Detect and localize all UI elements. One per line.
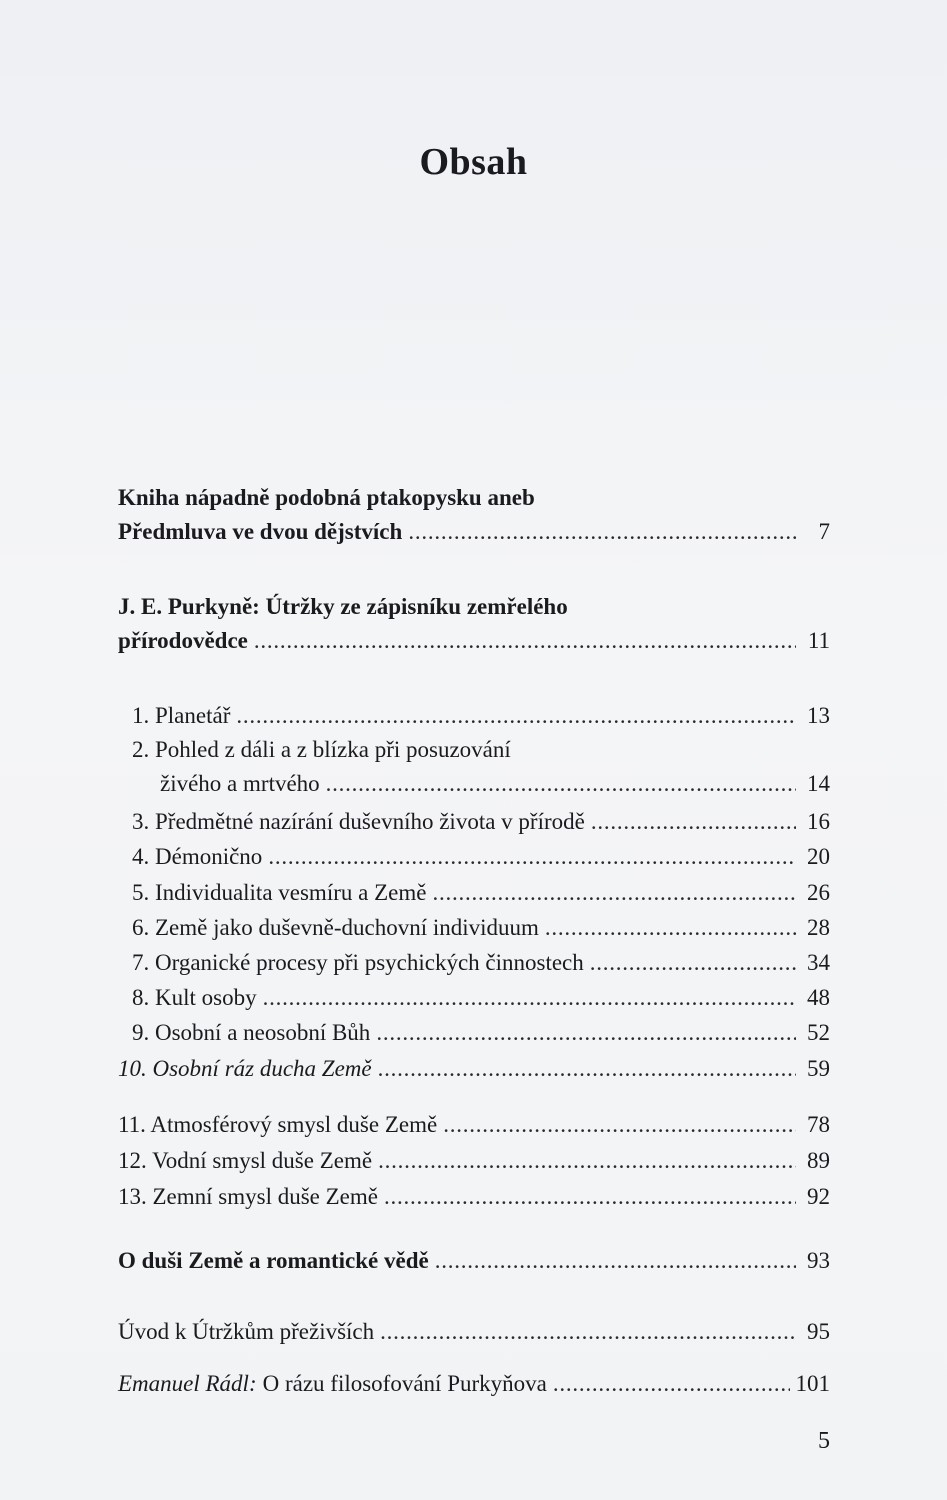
leader-dots <box>553 1367 790 1401</box>
toc-entry-page: 16 <box>807 809 830 834</box>
toc-entry-title-line: Úvod k Útržkům přeživších <box>118 1319 375 1344</box>
toc-entry-page: 26 <box>807 880 830 905</box>
toc-entry-title-line: živého a mrtvého <box>160 771 320 796</box>
leader-dots <box>326 767 796 801</box>
toc-entry-title-line: 4. Démonično <box>132 844 263 869</box>
toc-entry-title-line: přírodovědce <box>118 628 248 653</box>
leader-dots <box>443 1108 796 1142</box>
toc-entry-title-line: 13. Zemní smysl duše Země <box>118 1184 378 1209</box>
toc-entry-page: 95 <box>807 1319 830 1344</box>
toc-entry <box>118 1016 830 1050</box>
toc-entry-page: 92 <box>807 1184 830 1209</box>
leader-dots <box>591 805 796 839</box>
toc-entry-page: 13 <box>807 703 830 728</box>
leader-dots <box>545 911 796 945</box>
leader-dots <box>380 1315 796 1349</box>
toc-entry-title-line: 2. Pohled z dáli a z blízka při posuzování <box>132 737 511 762</box>
leader-dots <box>590 946 796 980</box>
leader-dots <box>378 1144 796 1178</box>
toc-entry-title-line: 6. Země jako duševně-duchovní individuum <box>132 915 539 940</box>
leader-dots <box>408 515 796 549</box>
leader-dots <box>435 1244 796 1278</box>
toc-entry-author: Emanuel Rádl: <box>118 1371 257 1396</box>
leader-dots <box>268 840 796 874</box>
toc-entry-page: 52 <box>807 1020 830 1045</box>
page-title: Obsah <box>419 141 528 183</box>
leader-dots <box>384 1180 796 1214</box>
leader-dots <box>432 876 796 910</box>
toc-entry-page: 14 <box>807 771 830 796</box>
toc-entry-title-line: 5. Individualita vesmíru a Země <box>132 880 427 905</box>
toc-entry <box>118 1108 830 1142</box>
toc-entry <box>118 1244 830 1278</box>
toc-entry-title-line: J. E. Purkyně: Útržky ze zápisníku zemřelého <box>118 594 568 619</box>
toc-entry <box>118 699 830 733</box>
toc-entry <box>118 1052 830 1086</box>
leader-dots <box>263 981 796 1015</box>
toc-entry <box>118 481 830 549</box>
page-number: 5 <box>818 1428 830 1454</box>
toc-entry-page: 28 <box>807 915 830 940</box>
toc-entry-page: 93 <box>807 1248 830 1273</box>
toc-entry-page: 101 <box>795 1371 830 1396</box>
leader-dots <box>378 1052 796 1086</box>
toc-entry-title-line: 1. Planetář <box>132 703 231 728</box>
toc-entry-page: 34 <box>807 950 830 975</box>
toc-entry-title-line: 12. Vodní smysl duše Země <box>118 1148 373 1173</box>
toc-entry-page: 59 <box>807 1056 830 1081</box>
toc-entry-page: 89 <box>807 1148 830 1173</box>
toc-entry-page: 48 <box>807 985 830 1010</box>
toc-entry <box>118 590 830 658</box>
toc-entry <box>118 946 830 980</box>
toc-entry <box>118 1144 830 1178</box>
toc-entry <box>118 981 830 1015</box>
toc-entry <box>118 733 830 801</box>
toc-entry-page: 7 <box>818 519 830 544</box>
toc-entry-page: 11 <box>807 628 830 653</box>
toc-entry <box>118 911 830 945</box>
toc-entry <box>118 805 830 839</box>
leader-dots <box>376 1016 796 1050</box>
toc-entry-title-line: Kniha nápadně podobná ptakopysku aneb <box>118 485 535 510</box>
toc-entry-title-line: 9. Osobní a neosobní Bůh <box>132 1020 371 1045</box>
toc-entry-title-line: O duši Země a romantické vědě <box>118 1248 429 1273</box>
toc-entry <box>118 1315 830 1349</box>
toc-entry-title-line: 10. Osobní ráz ducha Země <box>118 1056 372 1081</box>
toc-entry-title-line: 7. Organické procesy při psychických činnostech <box>132 950 584 975</box>
toc-entry-page: 78 <box>807 1112 830 1137</box>
toc-entry-page: 20 <box>807 844 830 869</box>
toc-entry-title-line: 3. Předmětné nazírání duševního života v přírodě <box>132 809 585 834</box>
toc-entry <box>118 1180 830 1214</box>
toc-entry-title-line: O rázu filosofování Purkyňova <box>262 1371 547 1396</box>
toc-entry <box>118 1367 830 1401</box>
leader-dots <box>254 624 796 658</box>
toc-entry-title-line: 11. Atmosférový smysl duše Země <box>118 1112 438 1137</box>
toc-entry <box>118 876 830 910</box>
toc-entry-title-line: 8. Kult osoby <box>132 985 257 1010</box>
leader-dots <box>236 699 796 733</box>
toc-entry <box>118 840 830 874</box>
toc-entry-title-line: Předmluva ve dvou dějstvích <box>118 519 403 544</box>
